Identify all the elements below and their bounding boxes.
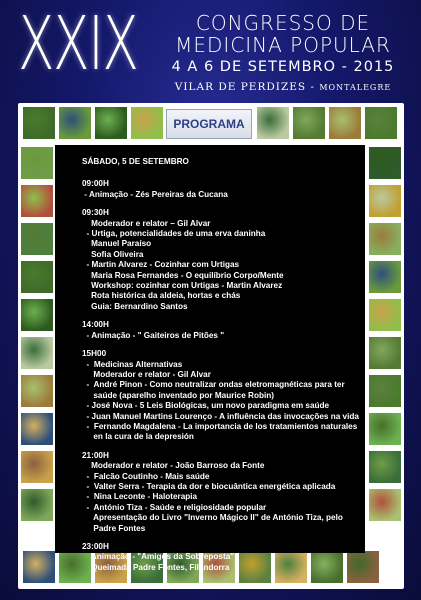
schedule-time: 23:00H: [82, 542, 109, 551]
schedule-time: 09:00H: [82, 179, 109, 189]
congress-title: [152, 12, 414, 95]
schedule-item: Guia: Bernardino Santos: [82, 301, 188, 311]
herb-photo-tile: [368, 260, 402, 294]
herb-photo-tile: [20, 450, 54, 484]
herb-photo-tile: [368, 488, 402, 522]
schedule-item: - Valter Serra - Terapia da dor e biocuântica energética aplicada: [82, 481, 336, 491]
schedule-item: Maria Rosa Fernandes - O equilíbrio Corpo/Mente: [82, 270, 284, 280]
herb-photo-tile: [328, 106, 362, 140]
herb-photo-tile: [256, 106, 290, 140]
schedule-time: 14:00H: [82, 320, 109, 330]
schedule-item: - Animação - Zés Pereiras da Cucana: [82, 189, 228, 199]
schedule-item: Padre Fontes: [82, 523, 146, 533]
herb-photo-tile: [368, 222, 402, 256]
schedule-item: - Falcão Coutinho - Mais saúde: [82, 471, 210, 481]
herb-photo-tile: [368, 336, 402, 370]
day-heading: SÁBADO, 5 DE SETEMBRO: [82, 157, 189, 166]
herb-photo-tile: [292, 106, 326, 140]
herb-photo-tile: [20, 374, 54, 408]
herb-photo-tile: [20, 146, 54, 180]
herb-photo-tile: [20, 260, 54, 294]
herb-photo-tile: [20, 488, 54, 522]
schedule-item: - Animação - " Gaiteiros de Pitões ": [82, 330, 225, 340]
schedule-block: [82, 179, 357, 200]
schedule-block: [82, 320, 357, 341]
herb-photo-tile: [94, 106, 128, 140]
schedule-item: en la cura de la depresión: [82, 432, 194, 442]
herb-photo-tile: [20, 336, 54, 370]
location-village: VILAR DE PERDIZES -: [174, 81, 315, 93]
schedule-item: - Martin Alvarez - Cozinhar com Urtigas: [82, 260, 240, 270]
schedule-time: 21:00H: [82, 450, 109, 460]
herb-photo-tile: [130, 106, 164, 140]
herb-photo-tile: [20, 184, 54, 218]
congress-roman-number: XXIX: [18, 1, 138, 87]
schedule-item: - António Tiza - Saúde e religiosidade popular: [82, 502, 267, 512]
event-dates: 4 A 6 DE SETEMBRO - 2015: [171, 59, 395, 75]
program-panel: [55, 145, 365, 572]
schedule-item: Moderador e relator – Gil Alvar: [82, 218, 211, 228]
schedule-item: Workshop: cozinhar com Urtigas - Martin Alvarez: [82, 281, 283, 291]
schedule-time: 09:30H: [82, 208, 109, 218]
herb-photo-tile: [22, 106, 56, 140]
schedule-item: - José Nova - 5 Leis Biológicas, um novo paradigma em saúde: [82, 401, 330, 411]
schedule-item: Sofia Oliveira: [82, 249, 144, 259]
schedule-block: [82, 349, 357, 443]
herb-photo-tile: [368, 374, 402, 408]
location-municipality: MONTALEGRE: [319, 83, 392, 92]
schedule-item: - Nina Leconte - Haloterapia: [82, 492, 198, 502]
herb-photo-tile: [364, 106, 398, 140]
schedule-item: - André Pinon - Como neutralizar ondas eletromagnéticas para ter: [82, 380, 345, 390]
title-line-2: MEDICINA POPULAR: [175, 33, 391, 57]
herb-photo-tile: [368, 146, 402, 180]
herb-photo-tile: [20, 222, 54, 256]
schedule-item: - Juan Manuel Martins Lourenço - A influência das invocações na vida: [82, 411, 359, 421]
schedule-item: Moderador e relator - João Barroso da Fonte: [82, 461, 265, 471]
programa-banner: PROGRAMA: [166, 109, 252, 139]
title-line-1: CONGRESSO DE: [195, 11, 371, 35]
schedule-item: Rota histórica da aldeia, hortas e chás: [82, 291, 241, 301]
herb-photo-tile: [368, 298, 402, 332]
herb-photo-tile: [58, 106, 92, 140]
herb-photo-tile: [20, 298, 54, 332]
schedule-item: Apresentação do Livro "Inverno Mágico II" de António Tiza, pelo: [82, 513, 343, 523]
schedule-item: - Urtiga, potencialidades de uma erva daninha: [82, 229, 266, 239]
schedule-time: 15H00: [82, 349, 107, 359]
event-location: [152, 80, 414, 95]
schedule-item: Queimada Padre Fontes, Filandorra: [82, 562, 230, 572]
schedule-item: saúde (aparelho inventado por Maurice Robin): [82, 390, 274, 400]
herb-photo-tile: [368, 450, 402, 484]
schedule-item: Moderador e relator - Gil Alvar: [82, 369, 211, 379]
schedule-item: Animação - "Amigos da Sobreposta": [82, 552, 235, 562]
schedule-blocks: [82, 179, 357, 573]
schedule-block: [82, 208, 357, 312]
schedule-item: Manuel Paraíso: [82, 239, 152, 249]
herb-photo-tile: [368, 184, 402, 218]
schedule-block: [82, 451, 357, 534]
schedule-block: [82, 542, 357, 573]
herb-photo-tile: [368, 412, 402, 446]
herb-photo-tile: [22, 550, 56, 584]
schedule-item: - Fernando Magdalena - La importancia de los tratamientos naturales: [82, 421, 358, 431]
schedule-item: - Medicinas Alternativas: [82, 359, 183, 369]
herb-photo-tile: [20, 412, 54, 446]
